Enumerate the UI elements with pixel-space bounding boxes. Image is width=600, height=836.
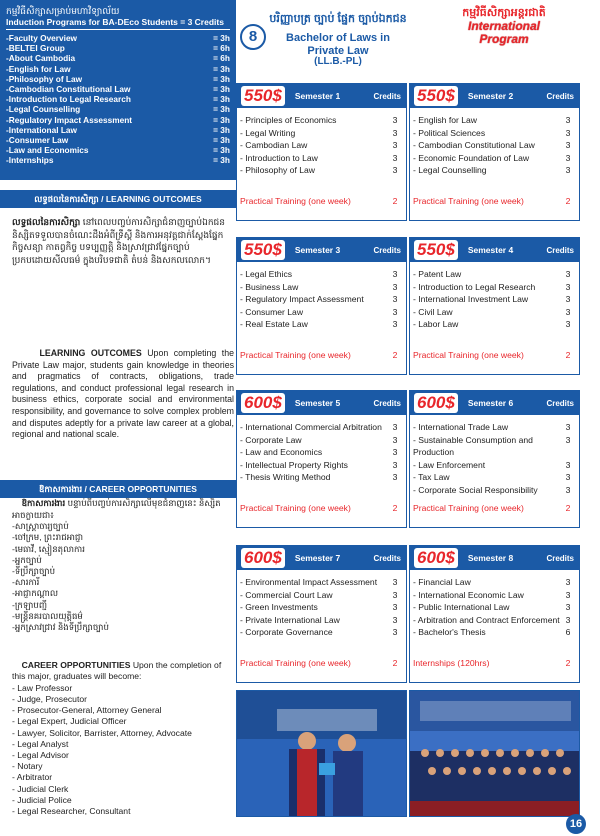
career-item: -សារការី [12, 577, 40, 588]
career-item: -មន្ត្រីនគរបាលយុត្តិធម៌ [12, 610, 83, 621]
semester-title: Semester 8 [467, 553, 514, 563]
practical-row [413, 196, 575, 206]
career-kh-list [12, 521, 234, 633]
induction-item [6, 94, 230, 104]
course-credits: 3 [565, 306, 571, 317]
induction-item [6, 104, 230, 114]
career-item: -សាស្ត្រាចារ្យច្បាប់ [12, 521, 69, 532]
course-name: - Public International Law [413, 602, 510, 613]
course-credits: 3 [565, 484, 571, 495]
practical-row [240, 658, 402, 668]
course-name: - Introduction to Legal Research [413, 281, 536, 292]
induction-item [6, 125, 230, 135]
course-row [413, 139, 575, 152]
career-item: -មេធាវី, ស្មៀនតុលាការ [12, 543, 85, 554]
career-opportunities-bar: ឱកាសការងារ / CAREER OPPORTUNITIES [0, 480, 236, 498]
career-en-body: Upon the completion of this major, graduates will become: [12, 660, 222, 682]
course-credits: 3 [565, 472, 571, 483]
career-item: - Judicial Clerk [12, 783, 69, 794]
course-list [237, 415, 406, 484]
course-name: - English for Law [413, 115, 478, 125]
induction-item-label: -Law and Economics [6, 145, 89, 156]
course-credits: 3 [565, 589, 571, 600]
induction-item-label: -Legal Counselling [6, 104, 81, 115]
course-credits: 3 [565, 152, 571, 163]
course-row [240, 268, 402, 281]
program-number-badge: 8 [240, 24, 266, 50]
course-row [413, 434, 575, 459]
course-name: - Economic Foundation of Law [413, 152, 530, 163]
course-row [413, 306, 575, 319]
induction-item-label: -Internships [6, 155, 54, 166]
semester-price: 550$ [241, 240, 285, 260]
course-row [240, 164, 402, 177]
course-row [240, 114, 402, 127]
career-item: - Lawyer, Solicitor, Barrister, Attorney, Advocate [12, 727, 192, 738]
course-list [410, 262, 579, 331]
learning-outcomes-kh [12, 216, 232, 266]
course-row [413, 268, 575, 281]
course-credits: 3 [392, 627, 398, 638]
course-name: - Commercial Court Law [240, 589, 333, 600]
course-name: - Legal Counselling [413, 165, 487, 176]
semester-card [409, 83, 580, 221]
induction-item [6, 43, 230, 53]
induction-item-hours: = 3h [213, 124, 230, 135]
practical-credits: 2 [392, 503, 398, 513]
course-credits: 3 [392, 577, 398, 587]
practical-credits: 2 [392, 350, 398, 360]
course-name: - Private International Law [240, 614, 340, 625]
course-credits: 3 [392, 434, 398, 445]
induction-item-label: -About Cambodia [6, 53, 76, 64]
induction-item-label: -English for Law [6, 63, 71, 74]
credits-label: Credits [373, 91, 401, 101]
course-row [240, 459, 402, 472]
course-row [240, 421, 402, 434]
practical-credits: 2 [565, 350, 571, 360]
induction-item-label: -Faculty Overview [6, 33, 78, 43]
career-item: - Judge, Prosecutor [12, 694, 87, 705]
course-row [240, 576, 402, 589]
induction-item [6, 64, 230, 74]
course-row [413, 127, 575, 140]
course-credits: 3 [565, 459, 571, 470]
course-row [413, 614, 575, 627]
course-name: - Thesis Writing Method [240, 472, 331, 483]
induction-item [6, 115, 230, 125]
course-row [413, 484, 575, 497]
induction-item [6, 33, 230, 43]
course-credits: 3 [565, 614, 571, 625]
semester-title: Semester 5 [294, 398, 341, 408]
graduation-photo-diploma [236, 690, 407, 817]
practical-credits: 2 [565, 658, 571, 668]
course-credits: 3 [392, 269, 398, 279]
induction-item-hours: = 3h [213, 104, 230, 115]
induction-item [6, 53, 230, 63]
course-credits: 3 [392, 614, 398, 625]
course-name: - Consumer Law [240, 306, 304, 317]
practical-name: Practical Training (one week) [413, 503, 524, 513]
course-credits: 3 [392, 447, 398, 458]
program-title-en: Bachelor of Laws in Private Law [286, 32, 390, 57]
course-name: - Intellectual Property Rights [240, 459, 348, 470]
course-credits: 3 [392, 319, 398, 330]
semester-header [410, 546, 579, 570]
program-abbreviation: (LL.B.-PL) [314, 56, 362, 67]
induction-item-label: -International Law [6, 124, 77, 135]
career-item: -ក្រឡាបញ្ជី [12, 599, 48, 610]
lo-en-body: Upon completing the Private Law major, students gain knowledge in theories and pragmatics of contracts, obligations, trade regulations, and conduct professional legal research in business ethics, corporate social and environmental responsibility, and governance to solve complex problem and disputes adeptly for a private law career at a global, regional and national scale. [12, 348, 234, 440]
course-credits: 3 [392, 294, 398, 305]
course-credits: 3 [392, 127, 398, 138]
course-row [413, 601, 575, 614]
practical-credits: 2 [392, 196, 398, 206]
induction-item-label: -Cambodian Constitutional Law [6, 84, 131, 95]
course-row [413, 626, 575, 639]
course-credits: 3 [565, 319, 571, 330]
career-item: -អ្នកស្រាវជ្រាវ និងទីប្រឹក្សាច្បាប់ [12, 622, 109, 633]
lo-kh-body: នៅពេលបញ្ចប់ការសិក្សាជំនាញច្បាប់ឯកជន និស្សិតទទួលបានចំណេះដឹងអំពីទ្រឹស្តី និងការអនុវត្តជាក់ស្តែងផ្នែកកិច្ចសន្យា កាតព្វកិច្ច បទប្បញ្ញត្តិ និងស្រាវជ្រាវផ្នែកច្បាប់ ប្រកបដោយសីលធម៌ ក្នុងបរិបទជាតិ តំបន់ និងសកលលោក។ [12, 217, 225, 265]
course-row [240, 626, 402, 639]
course-list [237, 108, 406, 177]
induction-item-label: -Consumer Law [6, 135, 69, 146]
learning-outcomes-en [12, 348, 234, 441]
career-item: - Judicial Police [12, 794, 72, 805]
course-name: - Political Sciences [413, 127, 486, 138]
career-item: - Legal Researcher, Consultant [12, 806, 131, 817]
course-row [240, 293, 402, 306]
induction-item [6, 84, 230, 94]
career-item: - Law Professor [12, 682, 73, 693]
semester-header [237, 238, 406, 262]
practical-row [240, 350, 402, 360]
semester-title: Semester 1 [294, 91, 341, 101]
practical-row [413, 658, 575, 668]
course-row [240, 127, 402, 140]
course-row [413, 318, 575, 331]
course-name: - Patent Law [413, 269, 462, 279]
course-name: - Tax Law [413, 472, 450, 483]
course-list [237, 570, 406, 639]
semester-card [409, 390, 580, 528]
graduation-photo-group [409, 690, 580, 817]
career-en [12, 660, 234, 817]
course-name: - Introduction to Law [240, 152, 318, 163]
course-list [237, 262, 406, 331]
career-item: -អាជ្ញាកណ្តាល [12, 588, 59, 599]
course-name: - Philosophy of Law [240, 165, 315, 176]
course-name: - Bachelor's Thesis [413, 627, 486, 638]
semester-price: 600$ [414, 393, 458, 413]
course-row [240, 152, 402, 165]
career-item: - Prosecutor-General, Attorney General [12, 705, 162, 716]
induction-title-kh: កម្មវិធីសិក្សាសម្រាប់មហាវិទ្យាល័យ [6, 6, 120, 16]
course-row [413, 152, 575, 165]
course-name: - Corporate Law [240, 434, 302, 445]
induction-item-label: -Philosophy of Law [6, 73, 83, 84]
semester-title: Semester 6 [467, 398, 514, 408]
career-item: - Legal Analyst [12, 738, 69, 749]
practical-row [413, 350, 575, 360]
induction-list [6, 33, 230, 166]
practical-name: Practical Training (one week) [240, 503, 351, 513]
course-row [240, 446, 402, 459]
course-row [240, 281, 402, 294]
induction-item-hours: = 3h [213, 155, 230, 166]
course-row [413, 114, 575, 127]
course-row [240, 434, 402, 447]
practical-credits: 2 [392, 658, 398, 668]
career-item: -ចៅក្រម, ព្រះរាជអាជ្ញា [12, 532, 84, 543]
induction-panel [0, 0, 236, 180]
course-name: - Real Estate Law [240, 319, 308, 330]
practical-name: Practical Training (one week) [413, 196, 524, 206]
induction-item-hours: = 6h [213, 53, 230, 64]
induction-item [6, 145, 230, 155]
course-row [240, 318, 402, 331]
course-row [413, 164, 575, 177]
induction-item [6, 135, 230, 145]
career-item: - Arbitrator [12, 772, 53, 783]
credits-label: Credits [373, 245, 401, 255]
course-credits: 3 [392, 589, 398, 600]
course-credits: 3 [392, 140, 398, 151]
career-item: - Legal Expert, Judicial Officer [12, 716, 127, 727]
course-name: - Cambodian Law [240, 140, 308, 151]
induction-item-hours: = 3h [213, 33, 230, 43]
learning-outcomes-bar: លទ្ធផលនៃការសិក្សា / LEARNING OUTCOMES [0, 190, 236, 208]
course-credits: 3 [565, 127, 571, 138]
semester-header [237, 546, 406, 570]
career-kh-lead: ឱកាសការងារ [21, 498, 66, 508]
course-row [240, 471, 402, 484]
career-en-lead: CAREER OPPORTUNITIES [21, 660, 131, 670]
induction-item-hours: = 6h [213, 43, 230, 54]
course-row [413, 421, 575, 434]
course-row [240, 601, 402, 614]
semester-card [236, 83, 407, 221]
graduation-photo-group-art [410, 691, 580, 817]
course-credits: 3 [565, 602, 571, 613]
practical-name: Practical Training (one week) [240, 350, 351, 360]
course-row [413, 293, 575, 306]
semester-title: Semester 4 [467, 245, 514, 255]
course-credits: 3 [392, 422, 398, 432]
course-credits: 3 [392, 306, 398, 317]
course-name: - Principles of Economics [240, 115, 337, 125]
course-name: - Labor Law [413, 319, 459, 330]
course-credits: 6 [565, 627, 571, 638]
semester-title: Semester 7 [294, 553, 341, 563]
international-program-label [412, 6, 596, 46]
course-credits: 3 [392, 165, 398, 176]
semester-header [410, 391, 579, 415]
induction-item-label: -Introduction to Legal Research [6, 94, 131, 105]
course-credits: 3 [565, 434, 571, 445]
course-credits: 3 [565, 294, 571, 305]
lo-en-lead: LEARNING OUTCOMES [39, 348, 142, 358]
induction-item-hours: = 3h [213, 94, 230, 105]
credits-label: Credits [373, 553, 401, 563]
course-name: - Legal Ethics [240, 269, 293, 279]
course-credits: 3 [392, 472, 398, 483]
course-name: - Legal Writing [240, 127, 296, 138]
graduation-photo-diploma-art [237, 691, 407, 817]
course-row [413, 459, 575, 472]
career-en-list [12, 683, 234, 817]
credits-label: Credits [373, 398, 401, 408]
induction-item [6, 155, 230, 165]
intl-label-kh: កម្មវិធីសិក្សាអន្តរជាតិ [462, 7, 546, 19]
practical-row [240, 503, 402, 513]
course-row [240, 139, 402, 152]
semester-price: 600$ [241, 393, 285, 413]
semester-price: 600$ [414, 548, 458, 568]
course-credits: 3 [392, 115, 398, 125]
intl-label-en-2: Program [479, 32, 529, 46]
intl-label-en-1: International [467, 19, 540, 33]
practical-name: Practical Training (one week) [240, 658, 351, 668]
course-name: - International Trade Law [413, 422, 509, 432]
induction-item [6, 74, 230, 84]
semester-price: 550$ [414, 86, 458, 106]
credits-label: Credits [546, 553, 574, 563]
course-row [413, 589, 575, 602]
course-name: - Civil Law [413, 306, 453, 317]
course-credits: 3 [392, 152, 398, 163]
induction-item-hours: = 3h [213, 135, 230, 146]
course-credits: 3 [565, 165, 571, 176]
course-name: - Business Law [240, 281, 299, 292]
course-row [413, 471, 575, 484]
practical-credits: 2 [565, 196, 571, 206]
induction-item-label: -BELTEI Group [6, 43, 65, 54]
course-credits: 3 [392, 602, 398, 613]
induction-item-hours: = 3h [213, 145, 230, 156]
practical-row [413, 503, 575, 513]
career-item: -អ្នកច្បាប់ [12, 554, 42, 565]
course-credits: 3 [565, 577, 571, 587]
practical-credits: 2 [565, 503, 571, 513]
semester-price: 550$ [241, 86, 285, 106]
course-name: - Law and Economics [240, 447, 323, 458]
course-name: - Arbitration and Contract Enforcement [413, 614, 560, 625]
lo-kh-lead: លទ្ធផលនៃការសិក្សា [12, 217, 81, 227]
course-row [413, 576, 575, 589]
semester-title: Semester 3 [294, 245, 341, 255]
credits-label: Credits [546, 91, 574, 101]
course-credits: 3 [392, 459, 398, 470]
semester-card [409, 237, 580, 375]
induction-item-hours: = 3h [213, 84, 230, 95]
career-item: - Notary [12, 761, 43, 772]
semester-card [236, 390, 407, 528]
semester-card [409, 545, 580, 683]
semester-header [237, 391, 406, 415]
semester-card [236, 237, 407, 375]
semester-header [410, 238, 579, 262]
induction-item-hours: = 3h [213, 73, 230, 84]
course-credits: 3 [392, 281, 398, 292]
course-credits: 3 [565, 115, 571, 125]
course-name: - International Commercial Arbitration [240, 422, 382, 432]
induction-item-label: -Regulatory Impact Assessment [6, 114, 133, 125]
course-credits: 3 [565, 422, 571, 432]
course-name: - Regulatory Impact Assessment [240, 294, 364, 305]
course-list [410, 570, 579, 639]
page-number: 16 [566, 814, 586, 834]
course-list [410, 415, 579, 497]
program-title-kh: បរិញ្ញាបត្រ ច្បាប់ ផ្នែក ច្បាប់ឯកជន [269, 13, 407, 25]
course-name: - Environmental Impact Assessment [240, 577, 378, 587]
induction-item-hours: = 3h [213, 63, 230, 74]
semester-card [236, 545, 407, 683]
course-credits: 3 [565, 140, 571, 151]
practical-row [240, 196, 402, 206]
career-item: -ទីប្រឹក្សាច្បាប់ [12, 566, 56, 576]
practical-name: Practical Training (one week) [413, 350, 524, 360]
course-row [240, 589, 402, 602]
semester-header [237, 84, 406, 108]
course-name: - International Economic Law [413, 589, 524, 600]
semester-header [410, 84, 579, 108]
career-item: - Legal Advisor [12, 750, 69, 761]
career-kh-body: បន្ទាប់ពីបញ្ចប់ការសិក្សាលើមុខជំនាញនេះ និស្សិតអាចក្លាយជា៖ [12, 498, 221, 520]
credits-label: Credits [546, 245, 574, 255]
course-name: - Green Investments [240, 602, 318, 613]
induction-title-en: Induction Programs for BA-DEco Students = 3 Credits [6, 17, 230, 30]
career-kh [12, 498, 234, 633]
course-name: - Financial Law [413, 577, 471, 587]
course-row [413, 281, 575, 294]
course-row [240, 614, 402, 627]
semester-price: 600$ [241, 548, 285, 568]
course-row [240, 306, 402, 319]
course-name: - Law Enforcement [413, 459, 486, 470]
practical-name: Internships (120hrs) [413, 658, 490, 668]
course-name: - International Investment Law [413, 294, 529, 305]
course-name: - Sustainable Consumption and Production [413, 434, 533, 458]
course-list [410, 108, 579, 177]
course-name: - Corporate Governance [240, 627, 333, 638]
course-name: - Cambodian Constitutional Law [413, 140, 535, 151]
induction-item-hours: = 3h [213, 114, 230, 125]
semester-title: Semester 2 [467, 91, 514, 101]
practical-name: Practical Training (one week) [240, 196, 351, 206]
credits-label: Credits [546, 398, 574, 408]
semester-price: 550$ [414, 240, 458, 260]
course-credits: 3 [565, 281, 571, 292]
course-name: - Corporate Social Responsibility [413, 484, 538, 495]
course-credits: 3 [565, 269, 571, 279]
